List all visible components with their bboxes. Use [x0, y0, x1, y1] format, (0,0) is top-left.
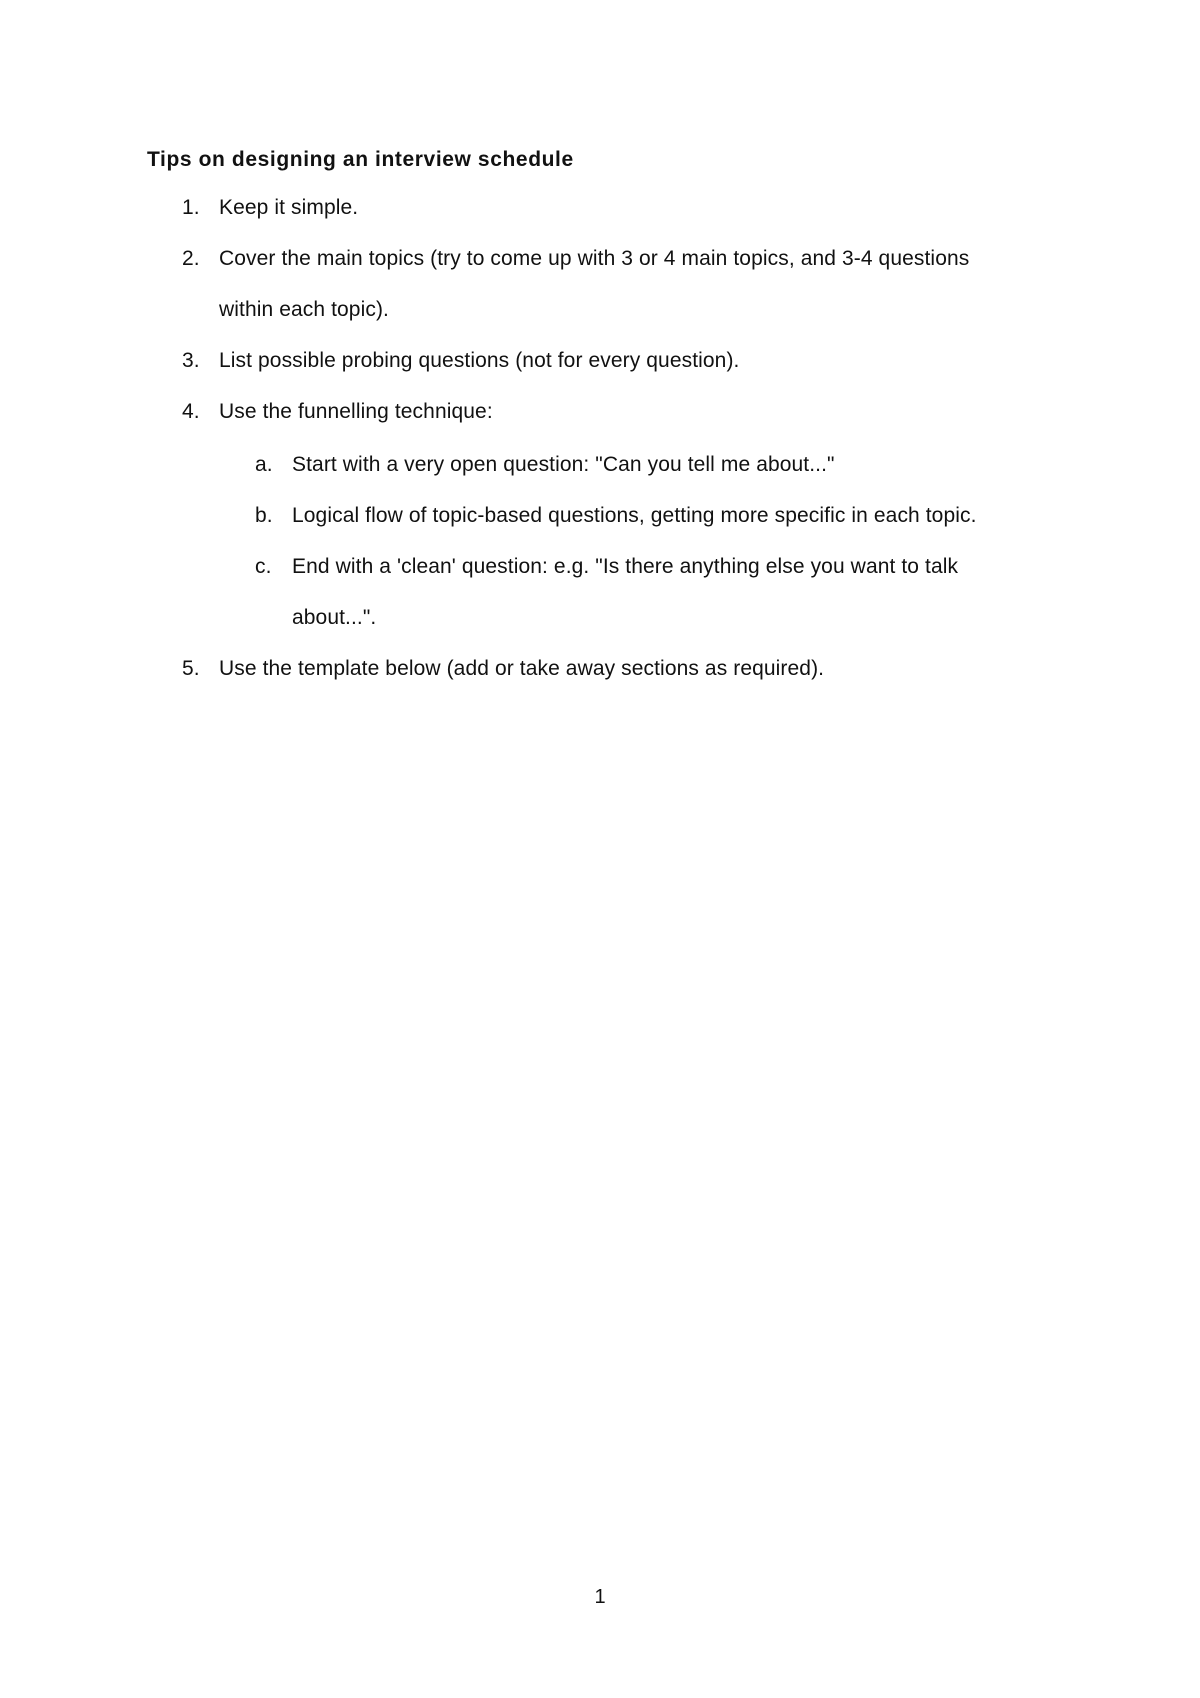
list-marker: 2.	[182, 247, 200, 270]
page-number: 1	[594, 1586, 606, 1608]
list-item-text: within each topic).	[219, 298, 389, 321]
sub-list-item-text: End with a 'clean' question: e.g. "Is there anything else you want to talk	[292, 555, 959, 578]
list-item-text: List possible probing questions (not for every question).	[219, 349, 740, 372]
sub-list-item-text: about...".	[292, 606, 377, 629]
list-item-text: Cover the main topics (try to come up with 3 or 4 main topics, and 3-4 questions	[219, 247, 970, 270]
list-marker: 5.	[182, 657, 200, 680]
list-item-text: Use the template below (add or take away sections as required).	[219, 657, 825, 680]
sub-list-marker: a.	[255, 453, 273, 476]
list-marker: 3.	[182, 349, 200, 372]
sub-list-marker: c.	[255, 555, 272, 578]
list-item-text: Use the funnelling technique:	[219, 400, 493, 423]
document-title: Tips on designing an interview schedule	[147, 148, 574, 171]
sub-list-item-text: Start with a very open question: "Can you tell me about..."	[292, 453, 835, 476]
list-marker: 1.	[182, 196, 200, 219]
list-item-text: Keep it simple.	[219, 196, 359, 219]
sub-list-marker: b.	[255, 504, 273, 527]
list-marker: 4.	[182, 400, 200, 423]
sub-list-item-text: Logical flow of topic-based questions, getting more specific in each topic.	[292, 504, 977, 527]
